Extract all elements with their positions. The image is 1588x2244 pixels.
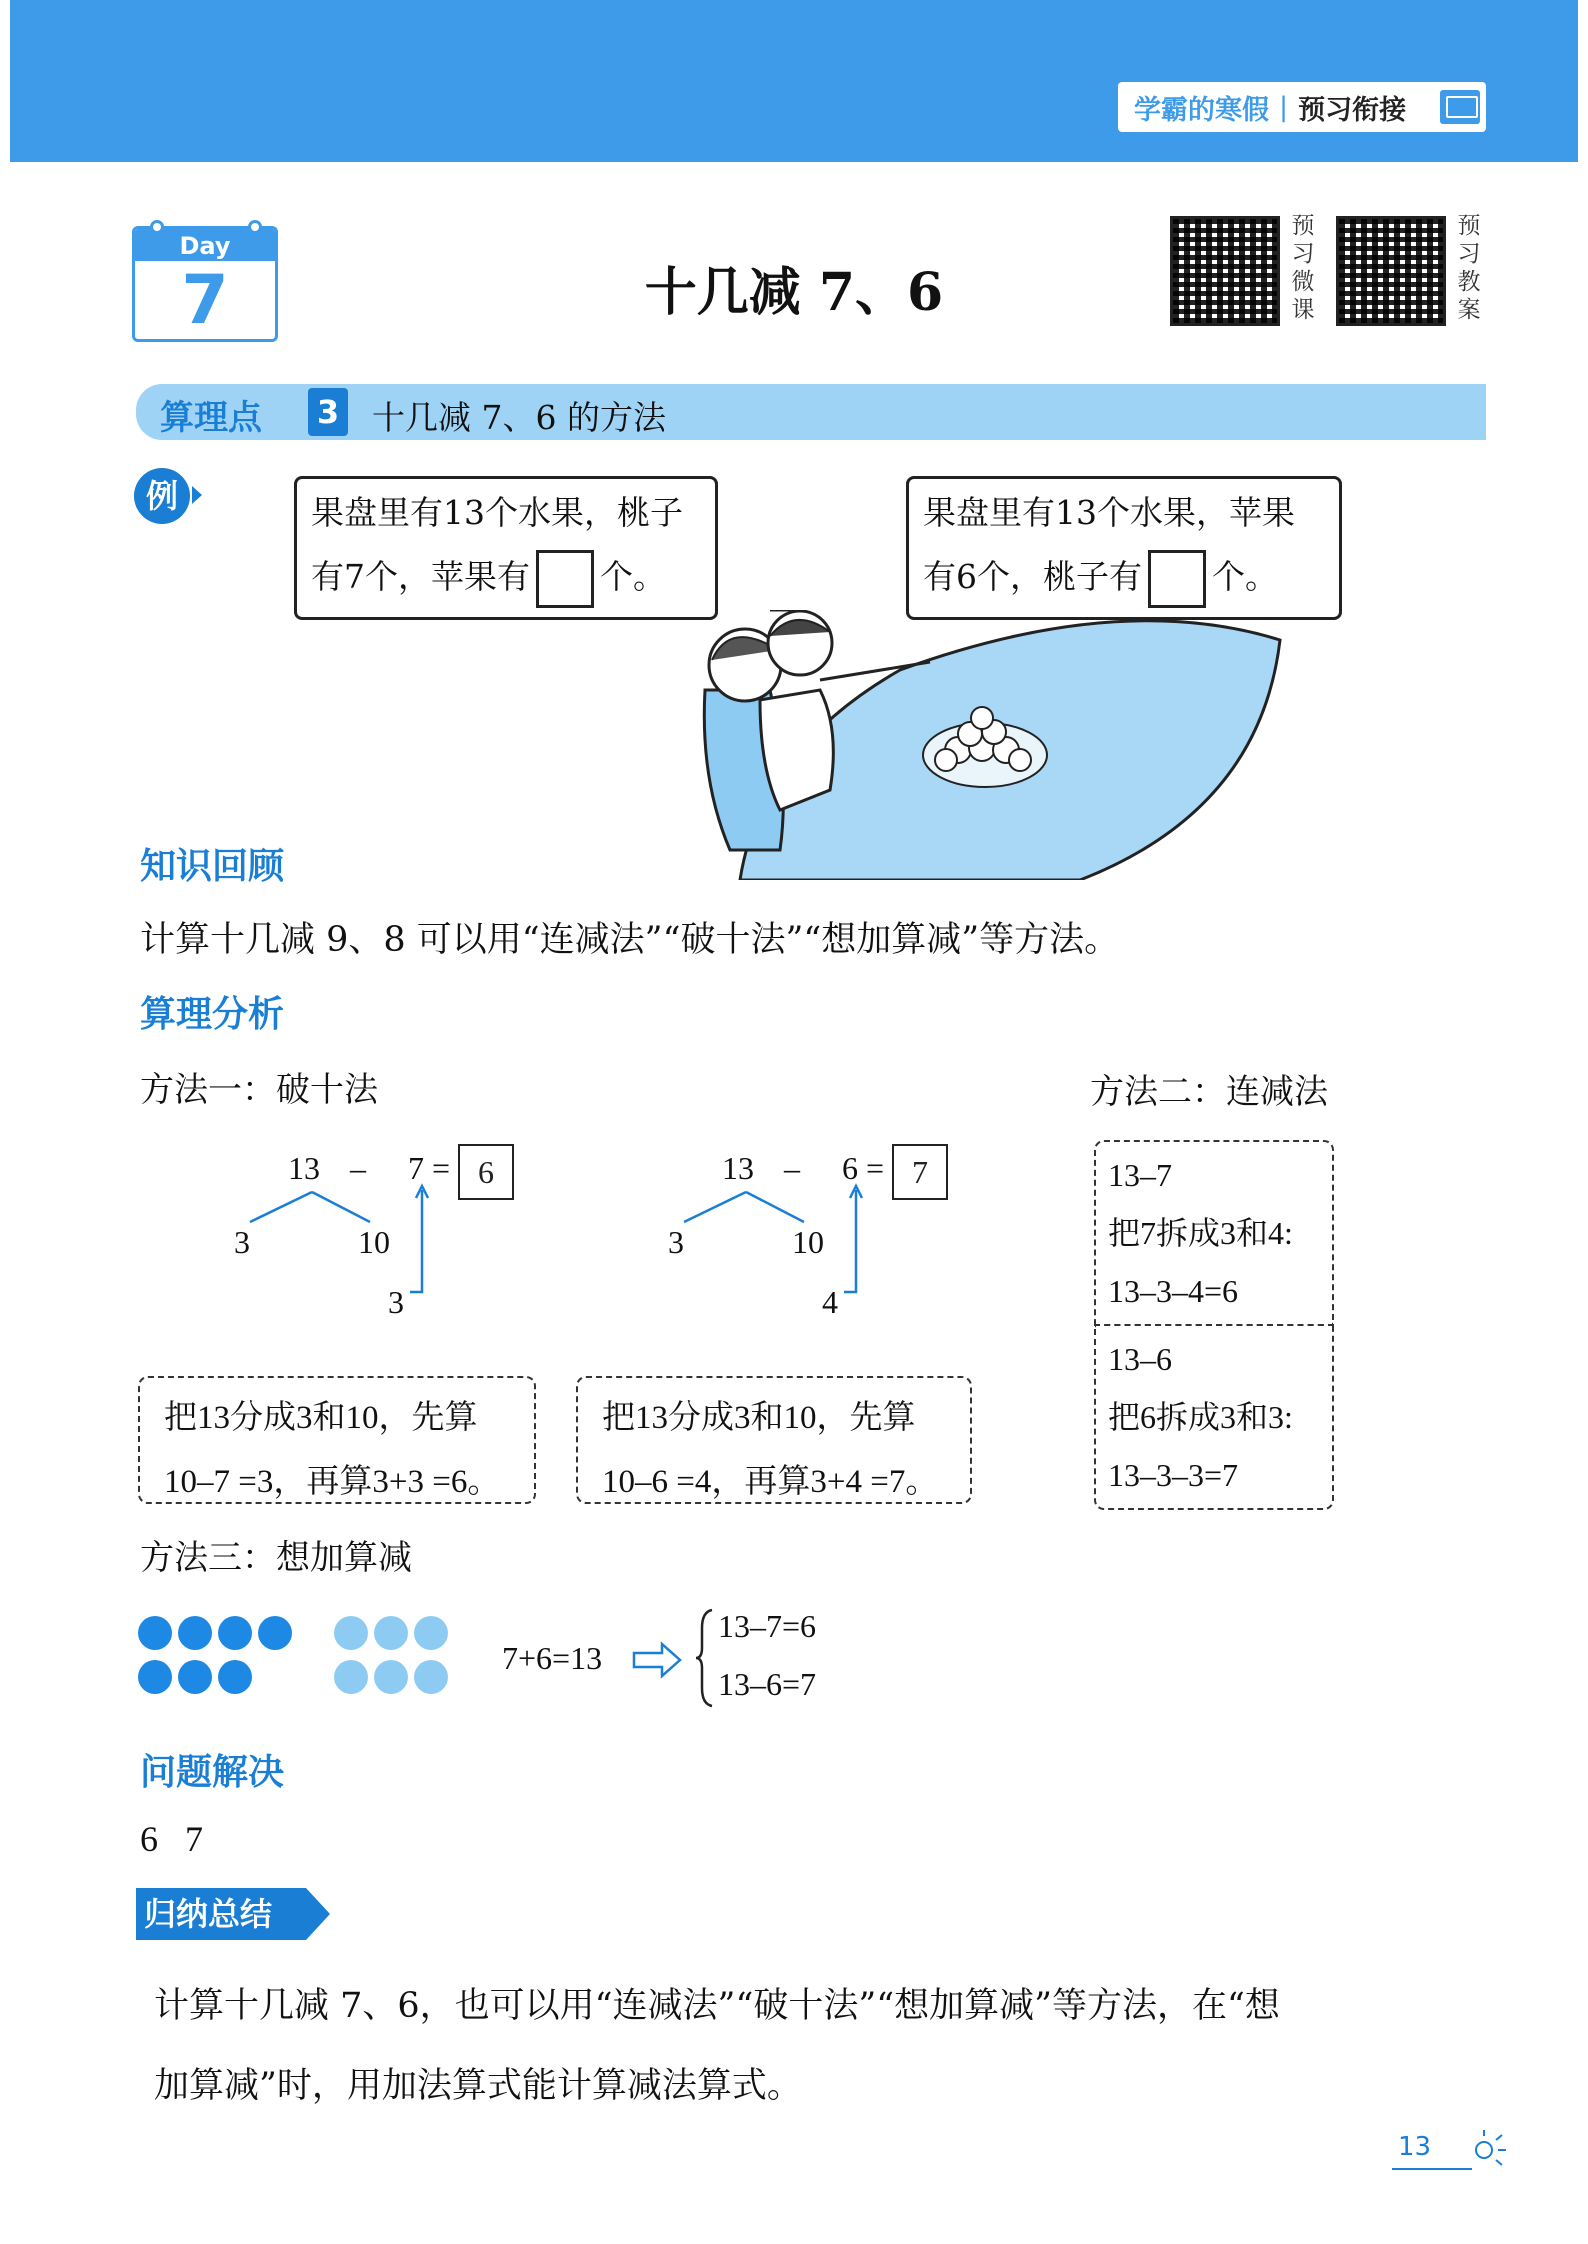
day-label: Day: [135, 229, 275, 261]
top-banner: [10, 0, 1578, 162]
dark-dot: [178, 1616, 212, 1650]
tree-right: 10: [358, 1224, 390, 1260]
review-text: 计算十几减 9、8 可以用“连减法”“破十法”“想加算减”等方法。: [140, 920, 1120, 960]
chain-line: 13–7: [1108, 1157, 1172, 1193]
analysis-heading: 算理分析: [140, 994, 285, 1035]
chain-box-a: [1094, 1140, 1334, 1326]
explain-line: 把13分成3和10，先算: [602, 1400, 916, 1436]
summary-line: 加算减”时，用加法算式能计算减法算式。: [154, 2066, 802, 2106]
page-number-rule: [1392, 2168, 1472, 2170]
solve-heading: 问题解决: [140, 1752, 285, 1793]
page-title: 十几减 7、6: [644, 262, 944, 323]
qr-code-icon[interactable]: [1170, 216, 1280, 326]
result-equation-2: 13–6=7: [718, 1666, 817, 1702]
explain-line: 把13分成3和10，先算: [164, 1400, 478, 1436]
tree-left: 3: [668, 1224, 684, 1260]
qr-code-icon[interactable]: [1336, 216, 1446, 326]
explain-box-a: [138, 1376, 536, 1504]
tree-minuend: 13: [722, 1150, 754, 1186]
tree-subtrahend: 6: [842, 1150, 858, 1186]
result-equation-1: 13–7=6: [718, 1608, 817, 1644]
tree-bottom: 4: [822, 1284, 838, 1320]
arrow-right-icon: [632, 1640, 684, 1680]
example-arrow-icon: [192, 486, 202, 504]
explain-line: 10–7 =3，再算3+3 =6。: [164, 1464, 501, 1500]
chain-line: 13–3–3=7: [1108, 1457, 1239, 1493]
bubble-line: 个。: [1212, 557, 1278, 596]
day-number: 7: [181, 261, 229, 340]
bubble-line: 有7个，苹果有: [311, 557, 530, 596]
section-title: 十几减 7、6 的方法: [372, 398, 666, 437]
example-icon: 例: [134, 468, 190, 524]
speech-bubble-right: [906, 476, 1342, 620]
children-fruit-illustration: [700, 610, 1500, 880]
series-subtitle: 预习衔接: [1298, 94, 1407, 126]
chain-line: 把7拆成3和4:: [1108, 1215, 1293, 1251]
solve-answer: 6 7: [140, 1819, 203, 1859]
page-number: 13: [1398, 2132, 1432, 2162]
summary-tab: 归纳总结: [136, 1888, 306, 1940]
addition-equation: 7+6=13: [502, 1640, 603, 1676]
tree-result: 7: [892, 1144, 948, 1200]
explain-box-b: [576, 1376, 972, 1504]
explain-line: 10–6 =4，再算3+4 =7。: [602, 1464, 939, 1500]
light-dot: [414, 1616, 448, 1650]
method1-heading: 方法一：破十法: [140, 1070, 378, 1110]
bubble-line: 个。: [600, 557, 666, 596]
bubble-line: 有6个，桃子有: [923, 557, 1142, 596]
speech-bubble-left: [294, 476, 718, 620]
calendar-ring-icon: [248, 220, 262, 234]
tree-result: 6: [458, 1144, 514, 1200]
series-separator: |: [1279, 91, 1289, 123]
split-lines-b: [654, 1180, 914, 1310]
dark-dot: [218, 1616, 252, 1650]
tree-minuend: 13: [288, 1150, 320, 1186]
chain-line: 把6拆成3和3:: [1108, 1399, 1293, 1435]
split-lines-a: [220, 1180, 480, 1310]
light-dot: [414, 1660, 448, 1694]
bubble-line: 果盘里有13个水果，桃子: [311, 493, 683, 532]
light-dot: [374, 1616, 408, 1650]
series-tag: [1118, 82, 1486, 132]
method3-heading: 方法三：想加算减: [140, 1538, 412, 1578]
brace-icon: [694, 1608, 716, 1708]
dark-dot: [178, 1660, 212, 1694]
dark-dot: [138, 1616, 172, 1650]
sun-icon: [1468, 2130, 1508, 2170]
tree-left: 3: [234, 1224, 250, 1260]
light-dot: [374, 1660, 408, 1694]
summary-line: 计算十几减 7、6，也可以用“连减法”“破十法”“想加算减”等方法，在“想: [154, 1986, 1280, 2026]
chain-line: 13–3–4=6: [1108, 1273, 1239, 1309]
answer-box[interactable]: [536, 550, 594, 608]
light-dot: [334, 1616, 368, 1650]
bubble-line: 果盘里有13个水果，苹果: [923, 493, 1295, 532]
series-name: 学霸的寒假: [1134, 94, 1269, 126]
tree-bottom: 3: [388, 1284, 404, 1320]
tree-operator: –: [784, 1150, 800, 1186]
section-bar: [136, 384, 1486, 440]
tree-equals: =: [866, 1150, 885, 1186]
review-heading: 知识回顾: [140, 846, 285, 887]
tree-subtrahend: 7: [408, 1150, 424, 1186]
dark-dot: [218, 1660, 252, 1694]
tree-operator: –: [350, 1150, 366, 1186]
answer-box[interactable]: [1148, 550, 1206, 608]
dark-dot: [138, 1660, 172, 1694]
tree-equals: =: [432, 1150, 451, 1186]
calendar-ring-icon: [150, 220, 164, 234]
qr-label: 预习微课: [1291, 213, 1315, 323]
section-tag: 算理点: [160, 398, 262, 438]
tree-right: 10: [792, 1224, 824, 1260]
dark-dot: [258, 1616, 292, 1650]
book-icon: [1440, 90, 1480, 124]
method2-heading: 方法二：连减法: [1090, 1072, 1328, 1112]
section-number: 3: [308, 388, 348, 436]
chain-box-b: [1094, 1324, 1334, 1510]
chain-line: 13–6: [1108, 1341, 1172, 1377]
light-dot: [334, 1660, 368, 1694]
qr-label: 预习教案: [1457, 213, 1481, 323]
